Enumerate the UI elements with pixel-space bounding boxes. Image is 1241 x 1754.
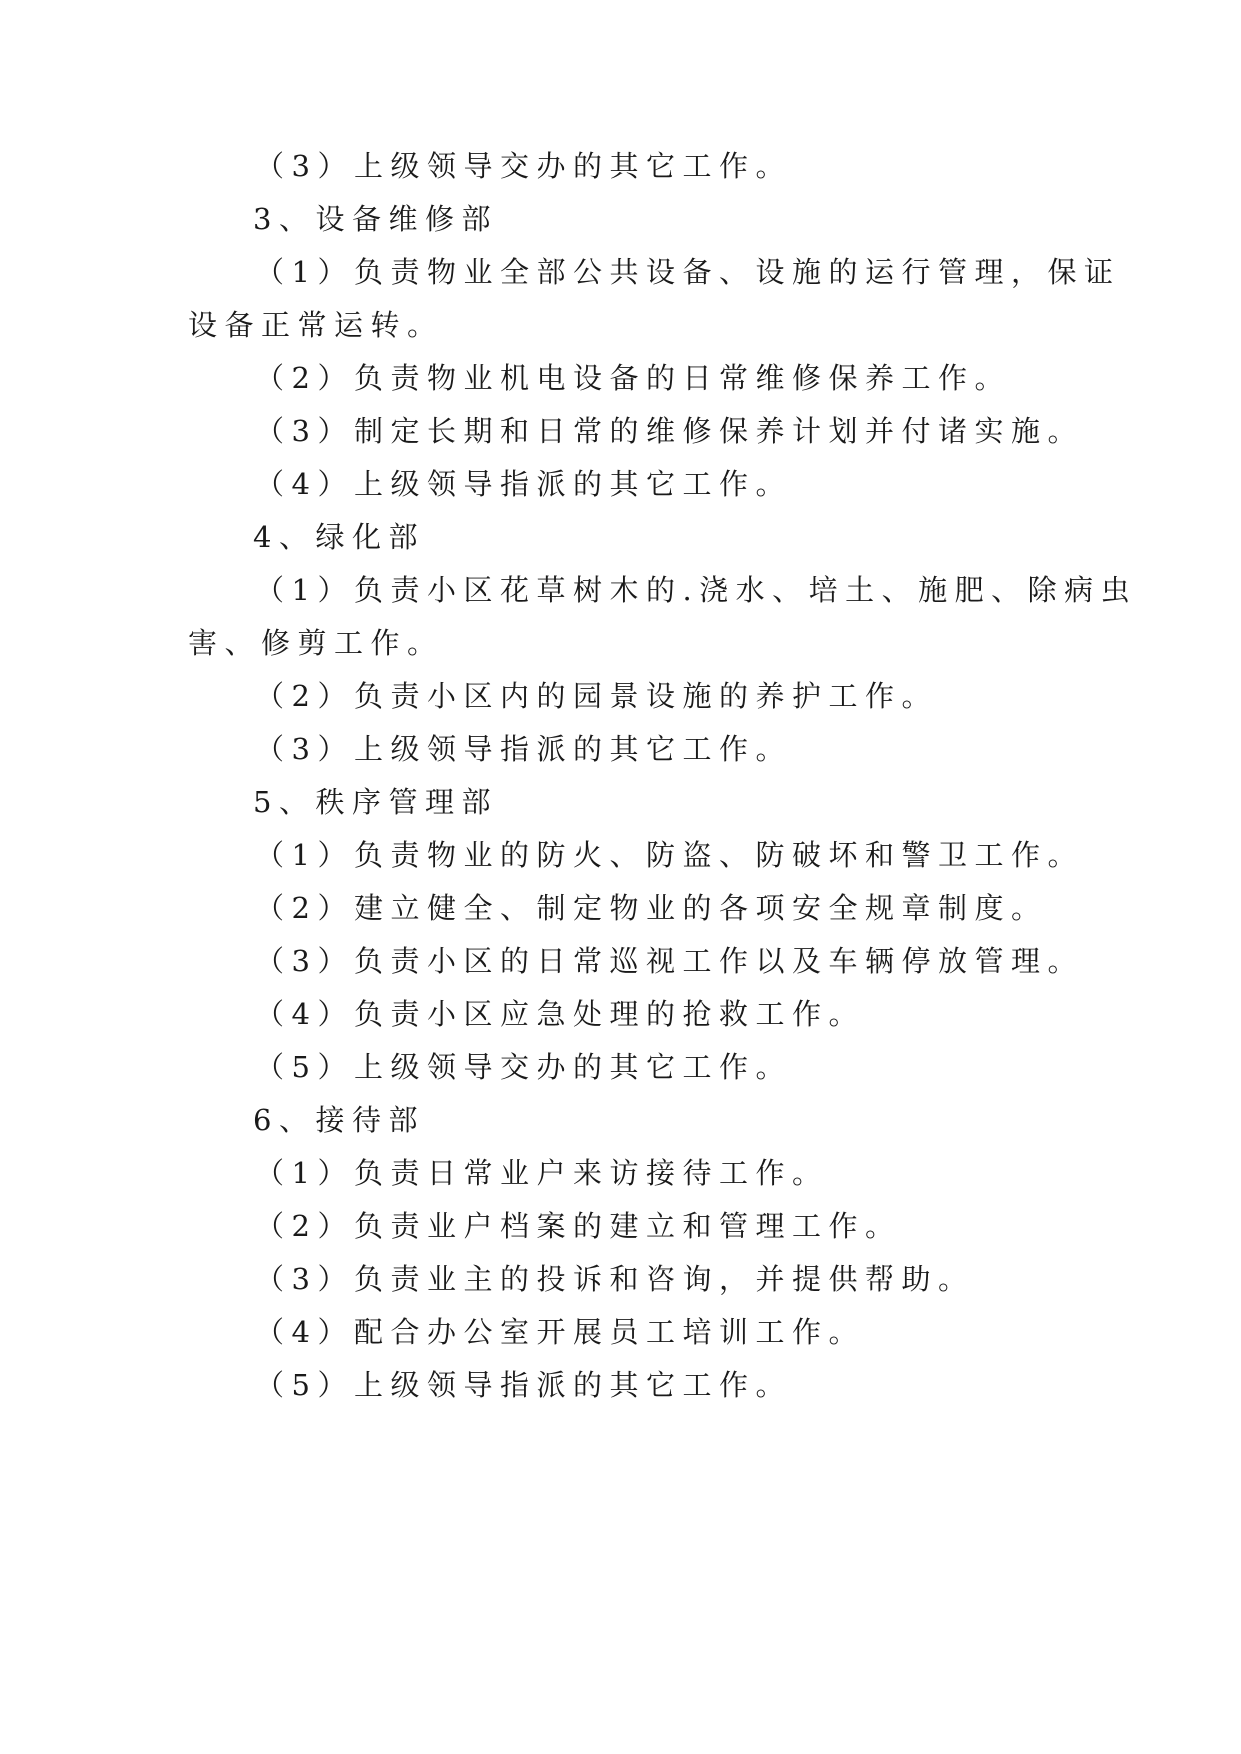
text-line-continuation: 设备正常运转。: [188, 308, 444, 342]
text-line: （5）上级领导指派的其它工作。: [255, 1368, 792, 1402]
text-line: （4）配合办公室开展员工培训工作。: [255, 1315, 865, 1349]
text-line: （3）上级领导交办的其它工作。: [255, 149, 792, 183]
text-line: （3）上级领导指派的其它工作。: [255, 732, 792, 766]
section-heading-order-management: 5、秩序管理部: [253, 785, 498, 819]
text-line-continuation: 害、修剪工作。: [188, 626, 444, 660]
section-heading-greening: 4、绿化部: [253, 520, 425, 554]
section-heading-equipment-maintenance: 3、设备维修部: [253, 202, 498, 236]
text-line: （3）制定长期和日常的维修保养计划并付诸实施。: [255, 414, 1084, 448]
text-line: （4）负责小区应急处理的抢救工作。: [255, 997, 865, 1031]
text-line: （3）负责小区的日常巡视工作以及车辆停放管理。: [255, 944, 1084, 978]
section-heading-reception: 6、接待部: [253, 1103, 425, 1137]
text-line: （2）负责业户档案的建立和管理工作。: [255, 1209, 902, 1243]
text-line: （4）上级领导指派的其它工作。: [255, 467, 792, 501]
text-line: （2）建立健全、制定物业的各项安全规章制度。: [255, 891, 1048, 925]
text-line: （3）负责业主的投诉和咨询，并提供帮助。: [255, 1262, 975, 1296]
text-line: （2）负责物业机电设备的日常维修保养工作。: [255, 361, 1011, 395]
text-line: （1）负责物业全部公共设备、设施的运行管理，保证: [255, 255, 1121, 289]
text-line: （1）负责物业的防火、防盗、防破坏和警卫工作。: [255, 838, 1084, 872]
text-line: （5）上级领导交办的其它工作。: [255, 1050, 792, 1084]
text-line: （1）负责小区花草树木的.浇水、培土、施肥、除病虫: [255, 573, 1138, 607]
text-line: （2）负责小区内的园景设施的养护工作。: [255, 679, 938, 713]
text-line: （1）负责日常业户来访接待工作。: [255, 1156, 829, 1190]
